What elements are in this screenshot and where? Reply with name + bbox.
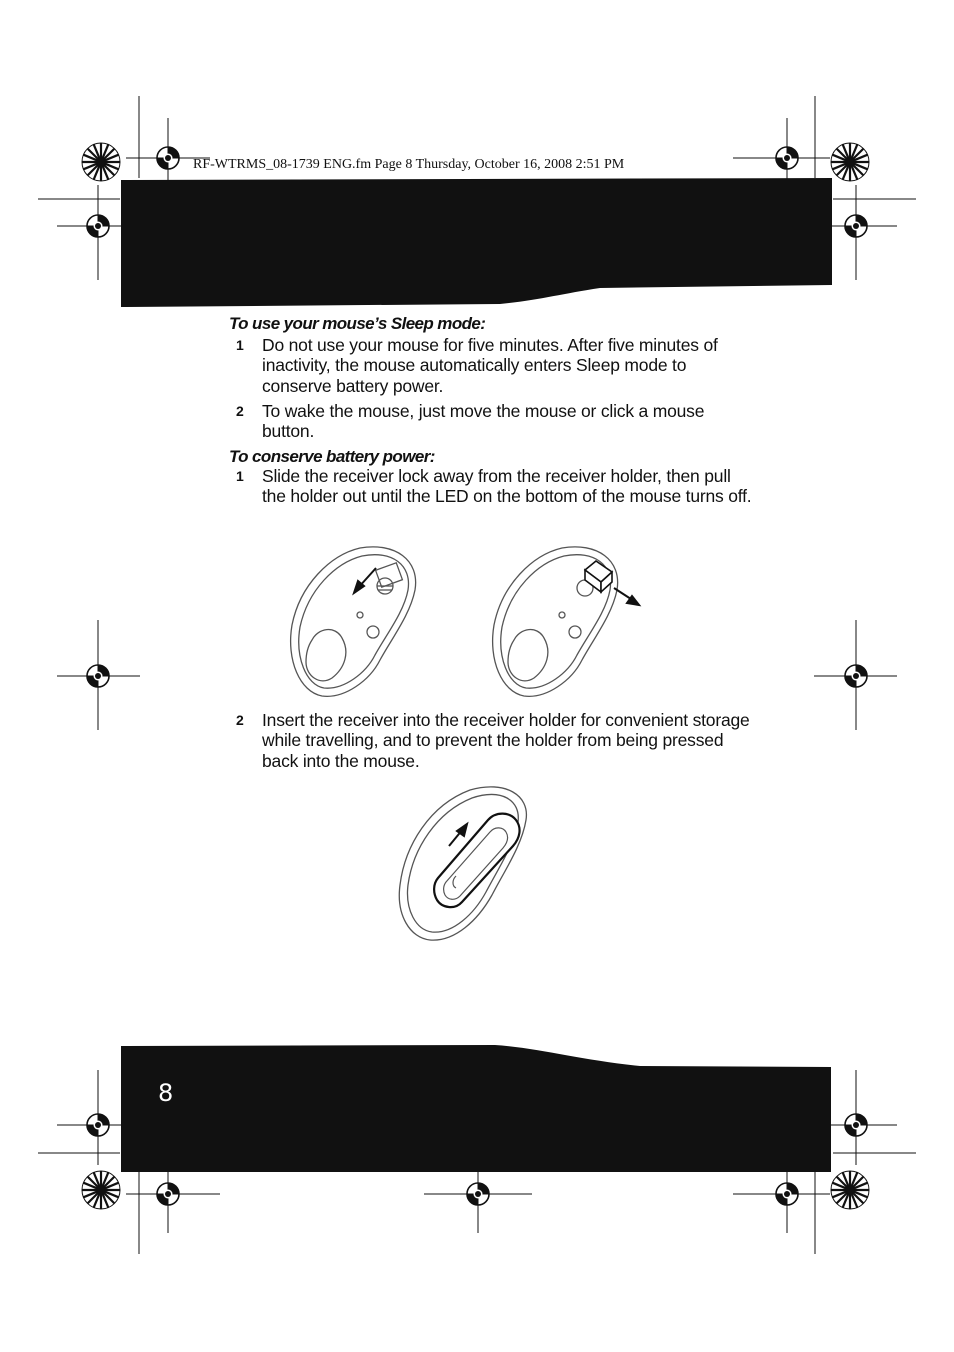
registration-mark-icon (157, 1183, 179, 1205)
registration-mark-icon (845, 665, 867, 687)
registration-mark-icon (87, 1114, 109, 1136)
step-number: 1 (236, 337, 244, 353)
receiver-holder-icon (585, 561, 612, 592)
step-text: Insert the receiver into the receiver holder for convenient storage while travelling, and to prevent the holder from being pressed back into the mouse. (262, 710, 750, 771)
registration-mark-icon (776, 147, 798, 169)
starburst-target-icon (82, 1171, 120, 1209)
step-number: 2 (236, 712, 244, 728)
starburst-target-icon (82, 143, 120, 181)
registration-mark-icon (467, 1183, 489, 1205)
starburst-target-icon (831, 143, 869, 181)
section-heading-battery: To conserve battery power: (229, 447, 435, 466)
registration-mark-icon (845, 215, 867, 237)
mouse-illustration-left (291, 547, 416, 696)
step-text: Slide the receiver lock away from the receiver holder, then pull the holder out until the LED on the bottom of the mouse turns off. (262, 466, 752, 507)
step-number: 1 (236, 468, 244, 484)
arrow-icon (354, 568, 376, 593)
receiver-icon (434, 814, 519, 907)
file-slug: RF-WTRMS_08-1739 ENG.fm Page 8 Thursday, October 16, 2008 2:51 PM (193, 157, 625, 172)
registration-mark-icon (157, 147, 179, 169)
registration-mark-icon (776, 1183, 798, 1205)
registration-mark-icon (845, 1114, 867, 1136)
header-band (121, 178, 832, 307)
step-text: Do not use your mouse for five minutes. After five minutes of inactivity, the mouse automatically enters Sleep mode to conserve battery power. (262, 335, 718, 396)
registration-mark-icon (87, 665, 109, 687)
section-heading-sleep-mode: To use your mouse’s Sleep mode: (229, 314, 486, 333)
arrow-icon (449, 824, 467, 846)
step-number: 2 (236, 403, 244, 419)
arrow-icon (614, 588, 639, 605)
page-number: 8 (158, 1079, 174, 1107)
starburst-target-icon (831, 1171, 869, 1209)
footer-band (121, 1045, 831, 1172)
registration-mark-icon (87, 215, 109, 237)
step-text: To wake the mouse, just move the mouse or click a mouse button. (262, 401, 705, 442)
